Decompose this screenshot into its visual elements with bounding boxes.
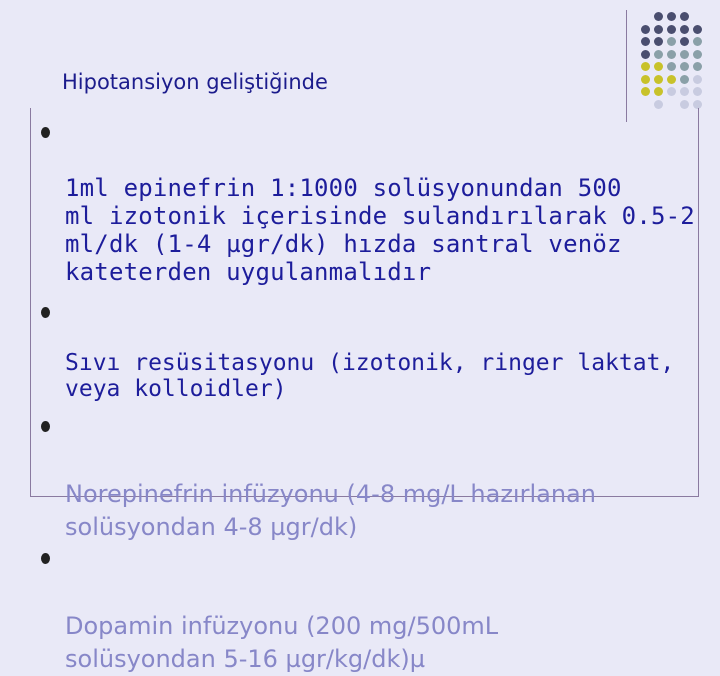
decoration-dot (641, 50, 650, 59)
bullet-text: Dopamin infüzyonu (200 mg/500mL solüsyondan 5-16 µgr/kg/dk)µ (65, 612, 499, 673)
decoration-dot (680, 37, 689, 46)
decoration-dot (654, 12, 663, 21)
decoration-dot (693, 37, 702, 46)
vertical-divider-line (626, 10, 627, 122)
decoration-dot (680, 25, 689, 34)
decoration-dot (654, 25, 663, 34)
decoration-dot (641, 25, 650, 34)
decoration-dot (654, 37, 663, 46)
decoration-dot (654, 50, 663, 59)
bullet-item (38, 544, 698, 676)
decoration-dot (680, 62, 689, 71)
bullet-list (38, 118, 698, 676)
decoration-dot (680, 87, 689, 96)
decoration-dot (667, 12, 676, 21)
decoration-dot (693, 12, 702, 21)
bullet-item (38, 118, 698, 286)
decoration-dot (654, 75, 663, 84)
decoration-dot (667, 25, 676, 34)
decoration-dot (667, 50, 676, 59)
decoration-dot (641, 37, 650, 46)
decoration-dot (693, 87, 702, 96)
decoration-dot (654, 62, 663, 71)
decoration-dot (641, 12, 650, 21)
decoration-dot (667, 62, 676, 71)
decoration-dot (680, 75, 689, 84)
bullet-dot-icon (41, 127, 50, 138)
bullet-text: Norepinefrin infüzyonu (4-8 mg/L hazırlanan solüsyondan 4-8 µgr/dk) (65, 480, 596, 541)
decoration-dot (641, 75, 650, 84)
decoration-dot (667, 37, 676, 46)
bullet-dot-icon (41, 307, 50, 318)
decoration-dot (693, 25, 702, 34)
bullet-item (38, 298, 698, 402)
slide-title: Hipotansiyon geliştiğinde (62, 70, 328, 94)
decoration-dot (693, 75, 702, 84)
decoration-dot (667, 75, 676, 84)
decoration-dot (641, 62, 650, 71)
bullet-dot-icon (41, 421, 50, 432)
decoration-dot (667, 87, 676, 96)
decoration-dot (654, 87, 663, 96)
decoration-dot (693, 62, 702, 71)
decoration-dot (680, 50, 689, 59)
decoration-dot (680, 12, 689, 21)
bullet-text: Sıvı resüsitasyonu (izotonik, ringer laktat, veya kolloidler) (65, 350, 675, 402)
bullet-item (38, 412, 698, 544)
decoration-dot (641, 87, 650, 96)
bullet-text: 1ml epinefrin 1:1000 solüsyonundan 500 ml izotonik içerisinde sulandırılarak 0.5-2 ml/dk (1-4 µgr/dk) hızda santral venöz kateterden uygulanmalıdır (65, 174, 695, 286)
decoration-dot (693, 50, 702, 59)
decorative-dot-grid (641, 12, 705, 112)
bullet-dot-icon (41, 553, 50, 564)
